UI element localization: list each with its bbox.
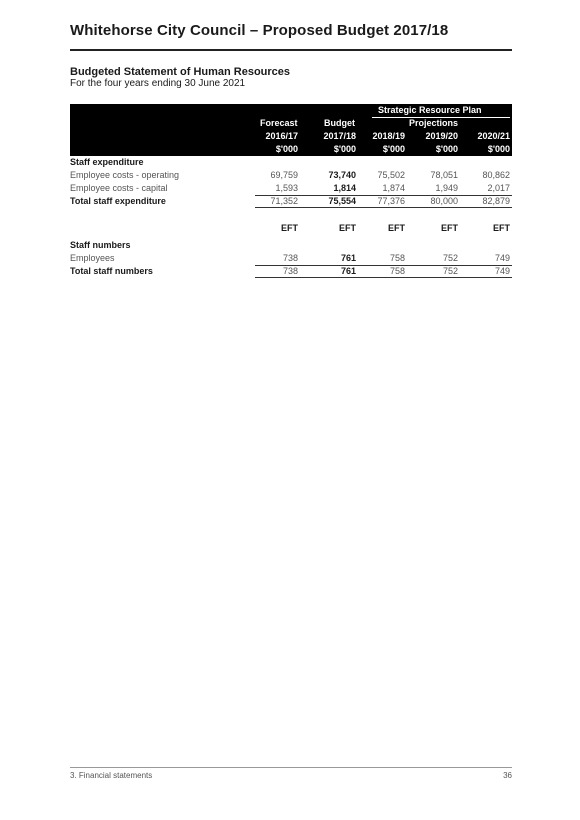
total-row — [70, 265, 512, 278]
eft-unit: EFT — [388, 223, 405, 233]
footer-divider — [70, 767, 512, 768]
page-number: 36 — [503, 771, 512, 780]
eft-unit: EFT — [281, 223, 298, 233]
unit-header: $'000 — [333, 144, 356, 154]
cell: 752 — [442, 253, 458, 263]
spacer — [70, 208, 512, 222]
unit-header: $'000 — [435, 144, 458, 154]
unit-header: $'000 — [275, 144, 298, 154]
year-header: 2019/20 — [425, 131, 458, 141]
cell: 71,352 — [270, 196, 298, 206]
total-row — [70, 195, 512, 208]
table-row — [70, 182, 512, 195]
total-rule-bottom — [255, 277, 512, 278]
row-label: Employees — [70, 253, 115, 263]
eft-unit: EFT — [339, 223, 356, 233]
col-type-budget: Budget — [324, 118, 355, 128]
cell: 761 — [340, 266, 356, 276]
cell: 758 — [389, 253, 405, 263]
total-rule-bottom — [255, 207, 512, 208]
cell: 75,554 — [328, 196, 356, 206]
staff-numbers-heading: Staff numbers — [70, 240, 131, 250]
cell: 738 — [282, 253, 298, 263]
unit-header: $'000 — [382, 144, 405, 154]
year-header: 2016/17 — [265, 131, 298, 141]
eft-header-row — [70, 222, 512, 235]
footer-section: 3. Financial statements — [70, 771, 153, 780]
cell: 80,000 — [430, 196, 458, 206]
row-label: Employee costs - capital — [70, 183, 168, 193]
section-heading-row — [70, 156, 512, 169]
year-header: 2017/18 — [323, 131, 356, 141]
cell: 1,949 — [435, 183, 458, 193]
cell: 82,879 — [482, 196, 510, 206]
cell: 78,051 — [430, 170, 458, 180]
col-type-forecast: Forecast — [260, 118, 298, 128]
year-header: 2020/21 — [477, 131, 510, 141]
cell: 749 — [494, 253, 510, 263]
section-title: Budgeted Statement of Human Resources — [70, 66, 291, 78]
row-label: Total staff expenditure — [70, 196, 166, 206]
cell: 69,759 — [270, 170, 298, 180]
cell: 749 — [494, 266, 510, 276]
row-label: Employee costs - operating — [70, 170, 180, 180]
cell: 2,017 — [487, 183, 510, 193]
cell: 1,593 — [275, 183, 298, 193]
hr-table — [70, 104, 512, 278]
cell: 75,502 — [377, 170, 405, 180]
cell: 73,740 — [328, 170, 356, 180]
table-row — [70, 252, 512, 265]
row-label: Total staff numbers — [70, 266, 153, 276]
unit-header: $'000 — [487, 144, 510, 154]
srp-header: Strategic Resource Plan — [378, 105, 482, 115]
cell: 758 — [389, 266, 405, 276]
year-header: 2018/19 — [372, 131, 405, 141]
table-row — [70, 169, 512, 182]
title-divider — [70, 49, 512, 51]
table-header — [70, 104, 512, 156]
section-subtitle: For the four years ending 30 June 2021 — [70, 78, 246, 89]
eft-unit: EFT — [493, 223, 510, 233]
cell: 77,376 — [377, 196, 405, 206]
cell: 738 — [282, 266, 298, 276]
projections-header: Projections — [409, 118, 459, 128]
eft-unit: EFT — [441, 223, 458, 233]
cell: 1,874 — [382, 183, 405, 193]
page-title: Whitehorse City Council – Proposed Budget 2017/18 — [70, 22, 449, 39]
staff-expenditure-heading: Staff expenditure — [70, 157, 144, 167]
cell: 752 — [442, 266, 458, 276]
cell: 1,814 — [333, 183, 356, 193]
section-heading-row — [70, 239, 512, 252]
cell: 761 — [340, 253, 356, 263]
cell: 80,862 — [482, 170, 510, 180]
